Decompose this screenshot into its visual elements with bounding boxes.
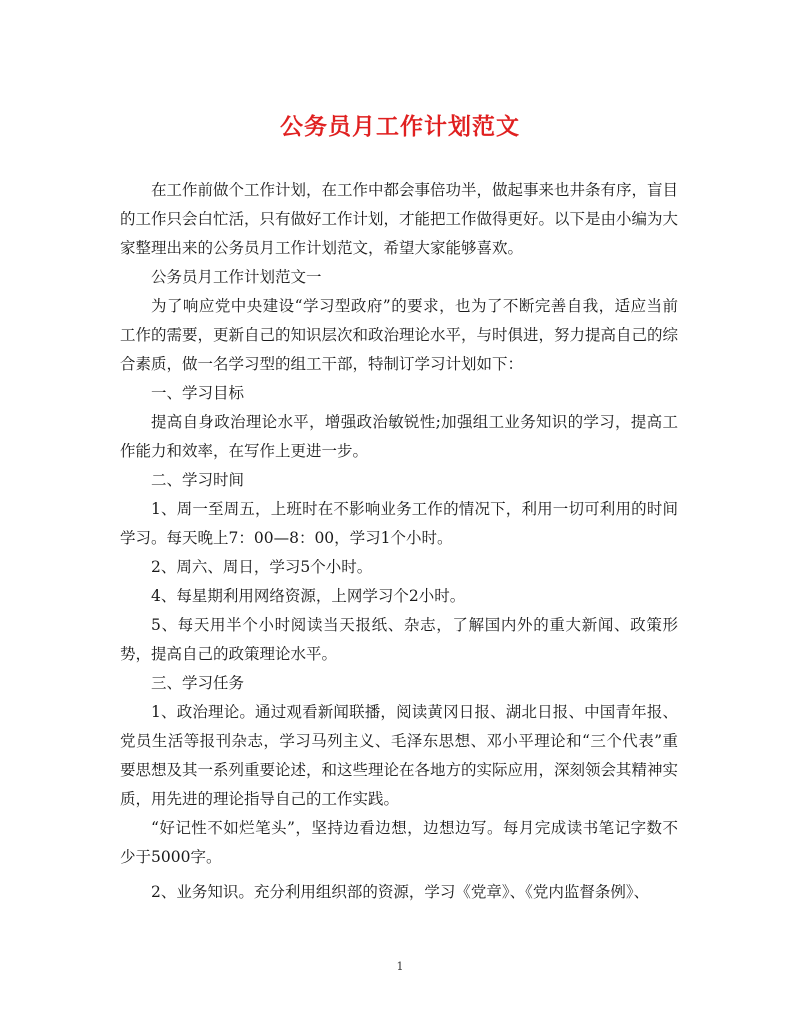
paragraph: 1、政治理论。通过观看新闻联播，阅读黄冈日报、湖北日报、中国青年报、党员生活等报刊杂志，学习马列主义、毛泽东思想、邓小平理论和“三个代表”重要思想及其一系列重要论述，和这些理论在各地方的实际应用，深刻领会其精神实质，用先进的理论指导自己的工作实践。 xyxy=(120,703,679,808)
section-heading: 公务员月工作计划范文一 xyxy=(151,268,322,286)
page-number: 1 xyxy=(396,960,404,973)
paragraph: 在工作前做个工作计划，在工作中都会事倍功半，做起事来也井条有序，盲目的工作只会白忙活，只有做好工作计划，才能把工作做得更好。以下是由小编为大家整理出来的公务员月工作计划范文，希望大家能够喜欢。 xyxy=(120,181,679,257)
paragraph: 5、每天用半个小时阅读当天报纸、杂志，了解国内外的重大新闻、政策形势，提高自己的政策理论水平。 xyxy=(120,616,678,663)
paragraph: 为了响应党中央建设“学习型政府”的要求，也为了不断完善自我，适应当前工作的需要，更新自己的知识层次和政治理论水平，与时俱进，努力提高自己的综合素质，做一名学习型的组工干部，特制订学习计划如下： xyxy=(120,297,679,373)
paragraph: 2、业务知识。充分利用组织部的资源，学习《党章》、《党内监督条例》、 xyxy=(151,883,650,901)
document-body xyxy=(120,176,678,907)
paragraph: “好记性不如烂笔头”，坚持边看边想，边想边写。每月完成读书笔记字数不少于5000字。 xyxy=(120,819,678,866)
paragraph: 1、周一至周五，上班时在不影响业务工作的情况下，利用一切可利用的时间学习。每天晚上7：00—8：00，学习1个小时。 xyxy=(120,500,678,547)
paragraph: 提高自身政治理论水平，增强政治敏锐性;加强组工业务知识的学习，提高工作能力和效率，在写作上更进一步。 xyxy=(120,413,678,460)
section-heading: 三、学习任务 xyxy=(151,674,245,692)
paragraph: 2、周六、周日，学习5个小时。 xyxy=(151,558,373,576)
document-title: 公务员月工作计划范文 xyxy=(280,113,520,140)
paragraph: 4、每星期利用网络资源，上网学习个2小时。 xyxy=(151,587,466,605)
section-heading: 一、学习目标 xyxy=(151,384,245,402)
section-heading: 二、学习时间 xyxy=(151,471,245,489)
